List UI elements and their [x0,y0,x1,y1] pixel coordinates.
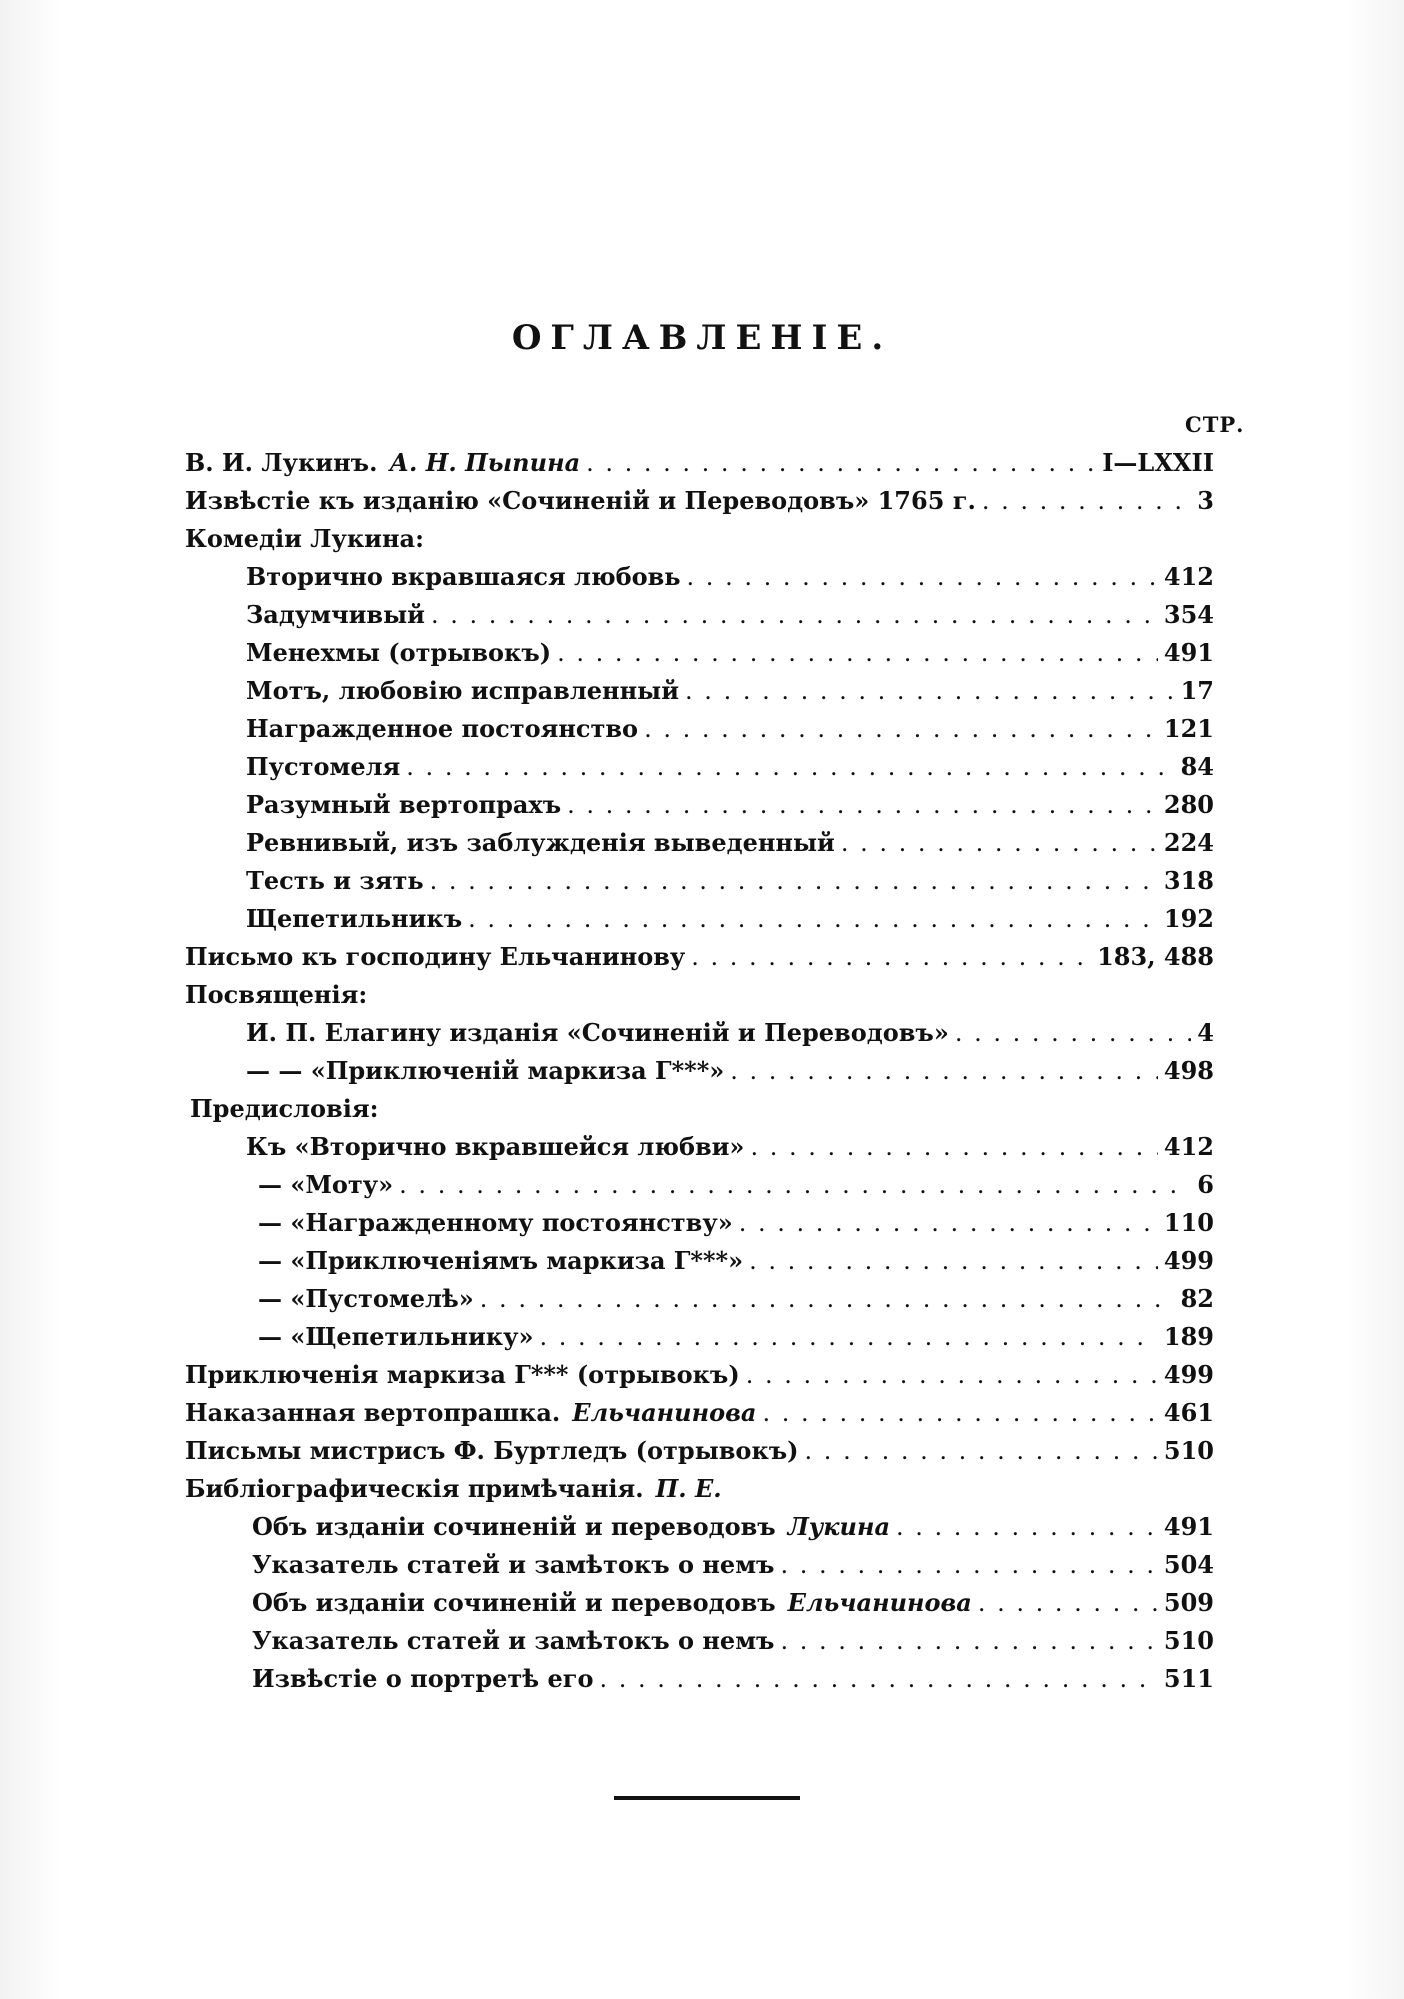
leader-dots [762,1399,1157,1427]
toc-entry-page: 110 [1163,1208,1214,1237]
toc-section-heading [0,524,1404,562]
toc-entry-label: — — «Приключеній маркиза Г***» [246,1056,725,1085]
toc-entry [0,638,1404,676]
leader-dots [841,829,1158,857]
toc-entry-page: 192 [1163,904,1214,933]
toc-entry-label: Приключенія маркиза Г*** (отрывокъ) [185,1360,740,1389]
toc-section-author: П. Е. [655,1474,722,1503]
toc-entry [0,1056,1404,1094]
leader-dots [780,1551,1157,1579]
leader-dots [805,1437,1158,1465]
leader-dots [691,943,1091,971]
leader-dots [480,1285,1175,1313]
toc-entry-page: 354 [1163,600,1214,629]
toc-entry [0,1664,1404,1702]
toc-section-label: Комедіи Лукина: [185,524,424,553]
toc-entry-page: 6 [1197,1170,1214,1199]
toc-entry-author: Ельчанинова [787,1588,972,1617]
toc-entry [0,600,1404,638]
toc-entry-label: И. П. Елагину изданія «Сочиненій и Переводовъ» [246,1018,949,1047]
toc-entry-author: Ельчанинова [572,1398,757,1427]
toc-entry-page: 499 [1163,1360,1214,1389]
toc-entry-page: 510 [1163,1626,1214,1655]
toc-entry-page: 509 [1163,1588,1214,1617]
leader-dots [780,1627,1157,1655]
toc-entry-label: Указатель статей и замѣтокъ о немъ [252,1550,775,1579]
toc-entry-label: — «Награжденному постоянству» [258,1208,733,1237]
toc-entry [0,752,1404,790]
toc-entry-label: Письмо къ господину Ельчанинову [185,942,686,971]
toc-entry-page: 499 [1163,1246,1214,1275]
leader-dots [749,1247,1158,1275]
toc-section-label: Посвященія: [185,980,368,1009]
leader-dots [982,487,1191,515]
toc-entry [0,1512,1404,1550]
toc-entry-page: 183, 488 [1097,942,1214,971]
toc-section-heading [0,1474,1404,1512]
toc-entry [0,1208,1404,1246]
toc-entry [0,828,1404,866]
toc-entry-label: Извѣстіе о портретѣ его [252,1664,594,1693]
toc-entry-page: 504 [1163,1550,1214,1579]
toc-entry-label: — «Приключеніямъ маркиза Г***» [258,1246,744,1275]
page-title: ОГЛАВЛЕНІЕ. [511,318,893,358]
toc-entry-author: А. Н. Пыпина [389,448,581,477]
toc-entry [0,866,1404,904]
toc-entry [0,1588,1404,1626]
toc-entry-page: 318 [1163,866,1214,895]
toc-section-label: Предисловія: [190,1094,379,1123]
leader-dots [687,563,1158,591]
toc-entry-label: — «Пустомелѣ» [258,1284,474,1313]
toc-entry-label: Пустомеля [246,752,401,781]
toc-entry-label: — «Моту» [258,1170,394,1199]
leader-dots [430,867,1158,895]
toc-entry-label: Ревнивый, изъ заблужденія выведенный [246,828,835,857]
toc-entry-page: 510 [1163,1436,1214,1465]
leader-dots [685,677,1175,705]
toc-entry-page: 412 [1163,562,1214,591]
toc-entry-label: Письмы мистрисъ Ф. Буртледъ (отрывокъ) [185,1436,799,1465]
toc-section-label: Библіографическія примѣчанія. [185,1474,644,1503]
leader-dots [739,1209,1158,1237]
toc-entry-label: Задумчивый [246,600,425,629]
toc-entry-label: Тесть и зять [246,866,424,895]
leader-dots [468,905,1158,933]
toc-entry [0,486,1404,524]
toc-entry [0,1550,1404,1588]
toc-entry [0,1626,1404,1664]
toc-entry [0,676,1404,714]
toc-entry-page: 224 [1163,828,1214,857]
toc-entry [0,714,1404,752]
leader-dots [557,639,1158,667]
toc-entry-label: Вторично вкравшаяся любовь [246,562,681,591]
toc-entry-page: 412 [1163,1132,1214,1161]
toc-entry-page: 121 [1163,714,1214,743]
toc-entry-page: 491 [1163,1512,1214,1541]
toc-entry-label: Къ «Вторично вкравшейся любви» [246,1132,745,1161]
leader-dots [746,1361,1158,1389]
toc-entry-label: — «Щепетильнику» [258,1322,534,1351]
toc-entry-page: 3 [1197,486,1214,515]
toc-entry [0,942,1404,980]
toc-entry [0,1018,1404,1056]
toc-entry-page: 84 [1180,752,1214,781]
leader-dots [750,1133,1157,1161]
toc-entry [0,790,1404,828]
leader-dots [644,715,1158,743]
toc-entry-label: Извѣстіе къ изданію «Сочиненій и Переводовъ» 1765 г. [185,486,976,515]
leader-dots [431,601,1158,629]
toc-entry-page: I—LXXII [1102,448,1214,477]
leader-dots [730,1057,1158,1085]
leader-dots [586,449,1096,477]
toc-entry-page: 82 [1180,1284,1214,1313]
leader-dots [600,1665,1158,1693]
toc-entry [0,1246,1404,1284]
toc-entry-label: В. И. Лукинъ. [185,448,378,477]
toc-entry-page: 498 [1163,1056,1214,1085]
toc-entry-page: 461 [1163,1398,1214,1427]
toc-entry [0,1322,1404,1360]
toc-entry-label: Указатель статей и замѣтокъ о немъ [252,1626,775,1655]
leader-dots [567,791,1158,819]
toc-entry-label: Разумный вертопрахъ [246,790,562,819]
toc-entry-label: Объ изданіи сочиненій и переводовъ [252,1512,776,1541]
toc-entry-page: 4 [1197,1018,1214,1047]
toc-entry-label: Объ изданіи сочиненій и переводовъ [252,1588,776,1617]
toc-entry-page: 280 [1163,790,1214,819]
toc-entry [0,1170,1404,1208]
toc-section-heading [0,980,1404,1018]
toc-entry-label: Менехмы (отрывокъ) [246,638,552,667]
toc-entry [0,562,1404,600]
leader-dots [955,1019,1191,1047]
toc-entry [0,1436,1404,1474]
toc-entry-page: 491 [1163,638,1214,667]
leader-dots [539,1323,1157,1351]
toc-entry-page: 17 [1180,676,1214,705]
toc-entry [0,904,1404,942]
leader-dots [406,753,1174,781]
toc-entry [0,1132,1404,1170]
toc-entry [0,1360,1404,1398]
toc-entry-page: 511 [1163,1664,1214,1693]
toc-entry [0,1398,1404,1436]
leader-dots [978,1589,1158,1617]
toc-entry-label: Щепетильникъ [246,904,463,933]
toc-entry [0,1284,1404,1322]
toc-entry-label: Награжденное постоянство [246,714,639,743]
toc-entry-page: 189 [1163,1322,1214,1351]
leader-dots [399,1171,1191,1199]
toc-section-heading [0,1094,1404,1132]
toc-entry-label: Наказанная вертопрашка. [185,1398,561,1427]
end-rule-divider [614,1796,800,1800]
toc-entry [0,448,1404,486]
leader-dots [896,1513,1158,1541]
toc-entry-author: Лукина [787,1512,890,1541]
toc-entry-label: Мотъ, любовію исправленный [246,676,680,705]
page-column-label: СТР. [1185,412,1245,437]
